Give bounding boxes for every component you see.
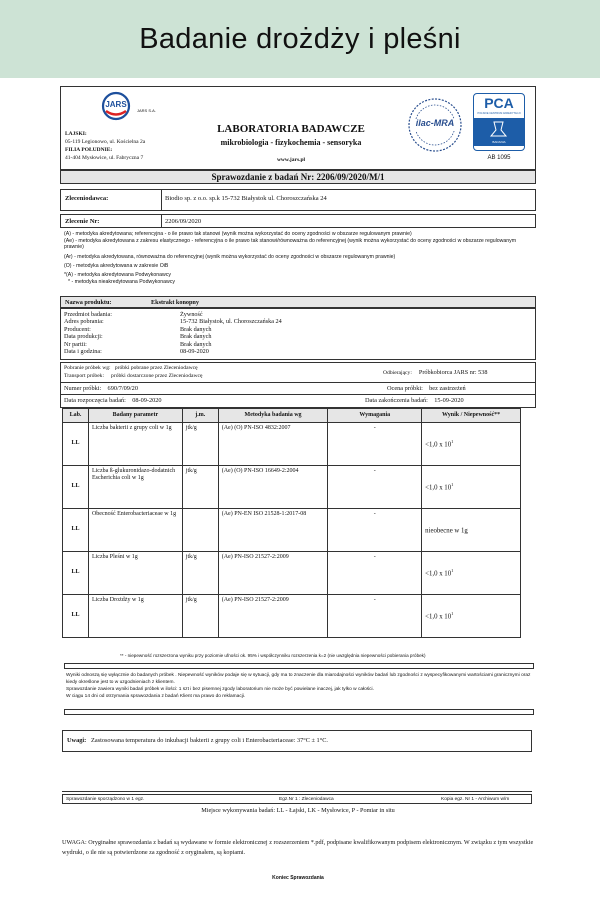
jars-logo-sub: JARS S.A. [137, 108, 156, 113]
legend-item: * - metodyka nieakredytowana Podwykonawcy [68, 279, 175, 286]
pca-text: PCA [484, 95, 514, 111]
result-cell [422, 509, 521, 552]
end-date-line [365, 397, 464, 405]
sample-number-value: 690/7/09/20 [107, 385, 138, 392]
result-cell [422, 423, 521, 466]
parameter-cell: Obecność Enterobacteriaceae w 1g [88, 509, 182, 552]
end-date-label: Data zakończenia badań: [365, 397, 428, 404]
report-title: Sprawozdanie z badań Nr: 2206/09/2020/M/1 [211, 172, 385, 182]
lab-cell: LL [63, 595, 89, 638]
transport-label: Transport próbek: [64, 373, 105, 379]
result-value: <1,0 x 10 [425, 570, 452, 578]
table-row [63, 466, 521, 509]
legend-item: (Ae) - metodyka akredytowana z zakresu elastycznego - referencyjna o ile prawo tak stanowi/równoważna do referencyjnej (wynik można wykorzystać do oceny zgodności w obszarze regulowanym prawnie) [64, 238, 517, 251]
table-row [63, 423, 521, 466]
divider [61, 394, 535, 395]
unit-cell: jtk/g [182, 552, 218, 595]
legend-item: (A) - metodyka akredytowana; referencyjna - o ile prawo tak stanowi (wynik można wykorzystać do oceny zgodności w obszarze regulowanym prawnie) [64, 231, 412, 237]
lab-title: LABORATORIA BADAWCZE [217, 123, 365, 135]
legend-item: (O) - metodyka akredytowana w zakresie OiB [64, 262, 169, 269]
method-cell: (Ae) (O) PN-ISO 16649-2:2004 [218, 466, 328, 509]
test-locations: Miejsce wykonywania badań: LL - Łajski, LK - Mysłowice, P - Pomiar in situ [201, 807, 395, 814]
notes-bottom-bar [64, 709, 534, 715]
start-date-line [64, 397, 162, 405]
order-separator [161, 215, 162, 227]
column-header: Badany parametr [88, 409, 182, 423]
remarks-value: Zastosowana temperatura do inkubacji bakterii z grupy coli i Enterobacteriaceae: 37°C ± 1°C. [90, 737, 329, 744]
product-name-row [60, 296, 536, 308]
legend-item: (Ar) - metodyka akredytowana, równoważna do referencyjnej (wynik można wykorzystać do oceny zgodności w obszarze regulowanym prawnie) [64, 253, 396, 260]
method-cell: (Ae) PN-ISO 21527-2:2009 [218, 552, 328, 595]
pca-sub: POLSKIE CENTRUM AKREDYTACJI [477, 111, 521, 115]
lab-address: 05-119 Legionowo, ul. Kościelna 2a [65, 139, 146, 145]
parameter-cell: Liczba ß-glukuronidazo-dodatnich Escherichia coli w 1g [88, 466, 182, 509]
client-row [60, 189, 536, 211]
branch-label: FILIA POŁUDNIE: [65, 147, 113, 153]
transport-value: próbki dostarczone przez Zleceniodawcę [111, 373, 203, 379]
remarks-box [62, 730, 532, 752]
product-field [64, 311, 282, 318]
result-value: <1,0 x 10 [425, 441, 452, 449]
result-value: <1,0 x 10 [425, 613, 452, 621]
product-label: Nazwa produktu: [65, 299, 112, 306]
column-header: Metodyka badania wg [218, 409, 328, 423]
receiver-label: Odbierający: [383, 370, 412, 376]
end-date-value: 15-09-2020 [434, 397, 464, 404]
report-header [60, 86, 536, 170]
copies-row [62, 794, 532, 804]
assessment-value: bez zastrzeżeń [429, 385, 466, 392]
result-exponent: 1 [451, 438, 454, 444]
product-field [64, 326, 282, 333]
order-value: 2206/09/2020 [165, 218, 202, 225]
product-field [64, 333, 282, 340]
ilac-mra-seal-icon [407, 97, 463, 153]
field-label: Przedmiot badania: [64, 311, 112, 318]
legend-item: *(A) - metodyka akredytowana Podwykonawcy [64, 272, 171, 279]
footer-top-line [62, 791, 532, 792]
order-label: Zlecenie Nr: [65, 218, 100, 225]
lab-cell: LL [63, 552, 89, 595]
start-date-label: Data rozpoczęcia badań: [64, 397, 126, 404]
result-exponent: 1 [451, 481, 454, 487]
start-date-value: 08-09-2020 [132, 397, 162, 404]
unit-cell: jtk/g [182, 595, 218, 638]
field-value: 08-09-2020 [180, 348, 209, 356]
jars-logo-text: JARS [105, 100, 127, 109]
field-value: Brak danych [180, 340, 212, 348]
table-row [63, 552, 521, 595]
field-value: Brak danych [180, 333, 212, 341]
sampling-line [64, 365, 198, 372]
parameter-cell: Liczba Drożdży w 1g [88, 595, 182, 638]
note-item: W ciągu 14 dni od otrzymania sprawozdania z badań Klient ma prawo do reklamacji. [66, 693, 246, 699]
product-field [64, 341, 282, 348]
accreditation-number: AB 1095 [487, 155, 511, 161]
product-details [60, 308, 536, 360]
method-cell: (Ae) (O) PN-ISO 4832:2007 [218, 423, 328, 466]
result-cell [422, 466, 521, 509]
field-value: Brak danych [180, 325, 212, 333]
assessment-label: Ocena próbki: [387, 385, 423, 392]
report-document [60, 86, 536, 900]
lab-cell: LL [63, 466, 89, 509]
sampling-section [60, 362, 536, 408]
method-cell: (Ae) PN-ISO 21527-2:2009 [218, 595, 328, 638]
product-fields [64, 311, 282, 356]
lab-subtitle: mikrobiologia - fizykochemia - sensoryka [220, 138, 362, 147]
result-value: <1,0 x 10 [425, 484, 452, 492]
column-header: Wynik / Niepewność** [422, 409, 521, 423]
sampling-label: Pobranie próbek wg: [64, 365, 111, 371]
receiver-line [383, 369, 487, 377]
page-banner [0, 0, 600, 78]
lab-website: www.jars.pl [276, 157, 306, 163]
client-label: Zleceniodawca: [65, 195, 109, 202]
jars-logo [101, 91, 131, 121]
column-header: Lab. [63, 409, 89, 423]
note-item: Sprawozdanie zawiera wyniki badań próbek w ilości: 1 szt i bez pisemnej zgody laboratorium nie może być powielane inaczej, jak tylko w całości. [66, 686, 374, 692]
assessment-line [387, 385, 466, 393]
unit-cell: jtk/g [182, 423, 218, 466]
report-title-bar [60, 170, 536, 184]
field-label: Data produkcji: [64, 333, 103, 341]
order-row [60, 214, 536, 228]
field-label: Nr partii: [64, 340, 87, 348]
notes-top-bar [64, 663, 534, 669]
unit-cell: jtk/g [182, 466, 218, 509]
ilac-text: ilac-MRA [415, 118, 455, 128]
field-label: Producent: [64, 325, 91, 333]
copies-count: Sprawozdanie sporządzono w 1 egz. [66, 797, 145, 802]
pca-logo [473, 93, 525, 151]
end-of-report: Koniec Sprawozdania [272, 875, 324, 881]
remarks-line [67, 737, 328, 745]
parameter-cell: Liczba Pleśni w 1g [88, 552, 182, 595]
footer-warning: UWAGA: Oryginałne sprawozdania z badań są wydawane w formie elektronicznej z rozszerzeniem *.pdf, podpisane kwalifikowanym podpisem elektronicznym. W związku z tym wszystkie wydruki, o ile nie są potwierdzone za zgodność z oryginałem, są kopiami. [62, 839, 534, 856]
transport-line [64, 373, 203, 380]
branch-address: 41-404 Mysłowice, ul. Fabryczna 7 [65, 155, 144, 161]
divider [61, 382, 535, 383]
requirement-cell: - [328, 595, 422, 638]
field-label: Adres pobrania: [64, 318, 104, 326]
sample-number-label: Numer próbki: [64, 385, 102, 392]
field-value: 15-732 Białystok, ul. Choroszczańska 24 [180, 318, 282, 326]
column-header: Wymagania [328, 409, 422, 423]
copy-2: Kopia egz. Nr 1 - Archiwum w/m [441, 797, 510, 802]
parameter-cell: Liczba bakterii z grupy coli w 1g [88, 423, 182, 466]
table-row [63, 509, 521, 552]
lab-cell: LL [63, 509, 89, 552]
uncertainty-footnote: ** - niepewność rozszerzona wyniku przy poziomie ufności ok. 95% i współczynniku rozszerzenia k=2 (nie uwzględnia niepewności pobierania próbek) [120, 653, 426, 658]
requirement-cell: - [328, 509, 422, 552]
copy-1: Egz.Nr 1 : Zleceniodawca [279, 797, 334, 802]
client-value: Biodio sp. z o.o. sp.k 15-732 Białystok ul. Choroszczańska 24 [165, 195, 327, 202]
result-cell [422, 552, 521, 595]
sampling-value: próbki pobrane przez Zleceniodawcę [114, 365, 198, 371]
product-field [64, 318, 282, 325]
lab-cell: LL [63, 423, 89, 466]
sample-number-line [64, 385, 138, 393]
table-row [63, 595, 521, 638]
results-table [62, 408, 521, 638]
requirement-cell: - [328, 466, 422, 509]
method-legend [64, 231, 534, 286]
remarks-label: Uwagi: [67, 737, 87, 744]
pca-emblem-icon [474, 118, 524, 146]
unit-cell [182, 509, 218, 552]
pca-sub2: BADANIA [492, 140, 506, 145]
field-label: Data i godzina: [64, 348, 102, 356]
requirement-cell: - [328, 552, 422, 595]
result-cell [422, 595, 521, 638]
note-item: Wyniki odnoszą się wyłącznie do badanych próbek . Niepewność wyników podaje się w sytuacji, gdy ma to znaczenie dla miarodajności wyników badań lub zgodności z wyspecyfikowanymi wartościami granicznymi oraz kiedy określone jest to w uzgodnieniach z klientem. [66, 673, 531, 685]
column-header: j.m. [182, 409, 218, 423]
results-header-row [63, 409, 521, 423]
result-exponent: 1 [451, 567, 454, 573]
product-field [64, 348, 282, 355]
client-separator [161, 190, 162, 210]
lab-label: LAJSKI: [65, 131, 87, 137]
result-exponent: 1 [451, 610, 454, 616]
method-cell: (Ae) PN-EN ISO 21528-1:2017-08 [218, 509, 328, 552]
result-value: nieobecne w 1g [425, 527, 468, 535]
product-value: Ekstrakt konopny [151, 299, 199, 306]
receiver-value: Próbkobiorca JARS nr: 538 [418, 369, 488, 376]
notes-block [66, 673, 534, 701]
page-title: Badanie drożdży i pleśni [139, 22, 461, 55]
requirement-cell: - [328, 423, 422, 466]
field-value: Żywność [180, 311, 203, 318]
